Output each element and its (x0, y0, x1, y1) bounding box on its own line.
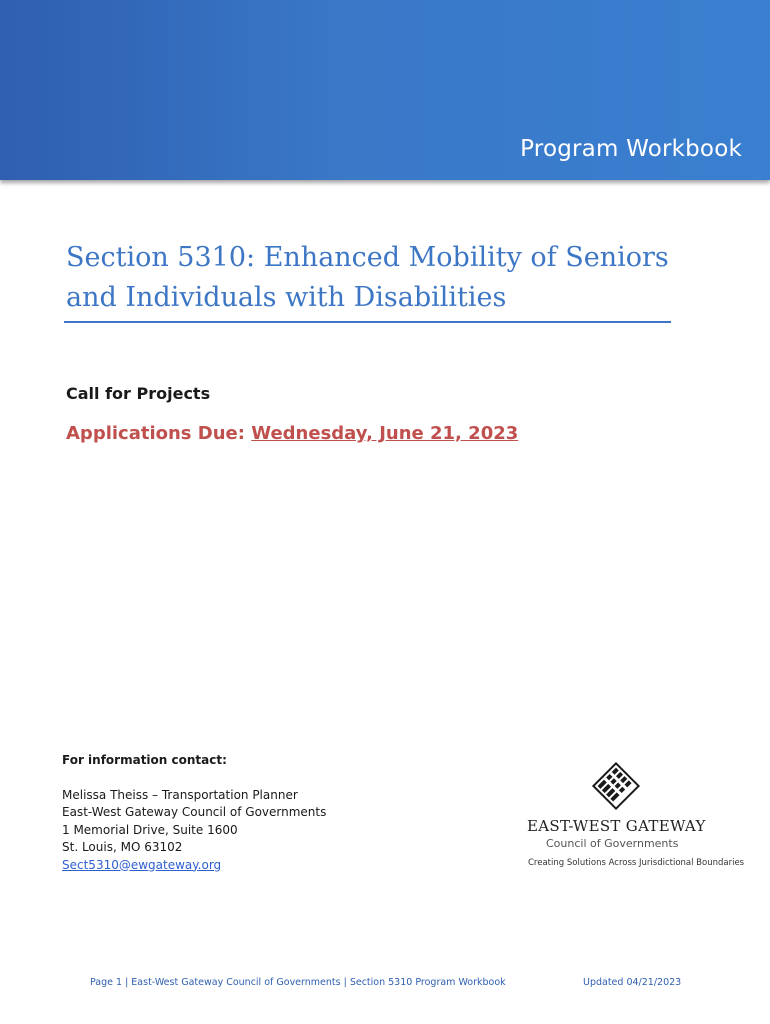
header-banner (0, 0, 770, 180)
contact-organization: East-West Gateway Council of Governments (62, 805, 327, 819)
organization-logo (520, 760, 745, 872)
footer-updated-date: Updated 04/21/2023 (583, 977, 682, 988)
contact-address-line-1: 1 Memorial Drive, Suite 1600 (62, 822, 238, 837)
contact-block (62, 752, 326, 874)
contact-heading: For information contact: (62, 753, 227, 767)
contact-email-link[interactable]: Sect5310@ewgateway.org (62, 857, 222, 872)
banner-title: Program Workbook (520, 136, 742, 162)
logo-name: EAST-WEST GATEWAY (527, 817, 706, 835)
document-title-line-1: Section 5310: Enhanced Mobility of Seniors (66, 242, 669, 273)
footer-page-info: Page 1 | East-West Gateway Council of Governments | Section 5310 Program Workbook (90, 977, 506, 988)
gateway-logo-icon (590, 760, 642, 812)
logo-tagline: Creating Solutions Across Jurisdictional Boundaries (528, 858, 745, 868)
contact-address-line-2: St. Louis, MO 63102 (62, 840, 183, 854)
due-date: Wednesday, June 21, 2023 (251, 423, 519, 444)
document-title-line-2: and Individuals with Disabilities (66, 282, 507, 313)
due-label: Applications Due: (66, 423, 245, 444)
title-divider (64, 321, 671, 323)
call-for-projects: Call for Projects (66, 384, 211, 403)
applications-due (66, 423, 518, 444)
logo-subtitle: Council of Governments (546, 837, 679, 850)
contact-name: Melissa Theiss – Transportation Planner (62, 787, 298, 802)
document-title (66, 238, 686, 318)
